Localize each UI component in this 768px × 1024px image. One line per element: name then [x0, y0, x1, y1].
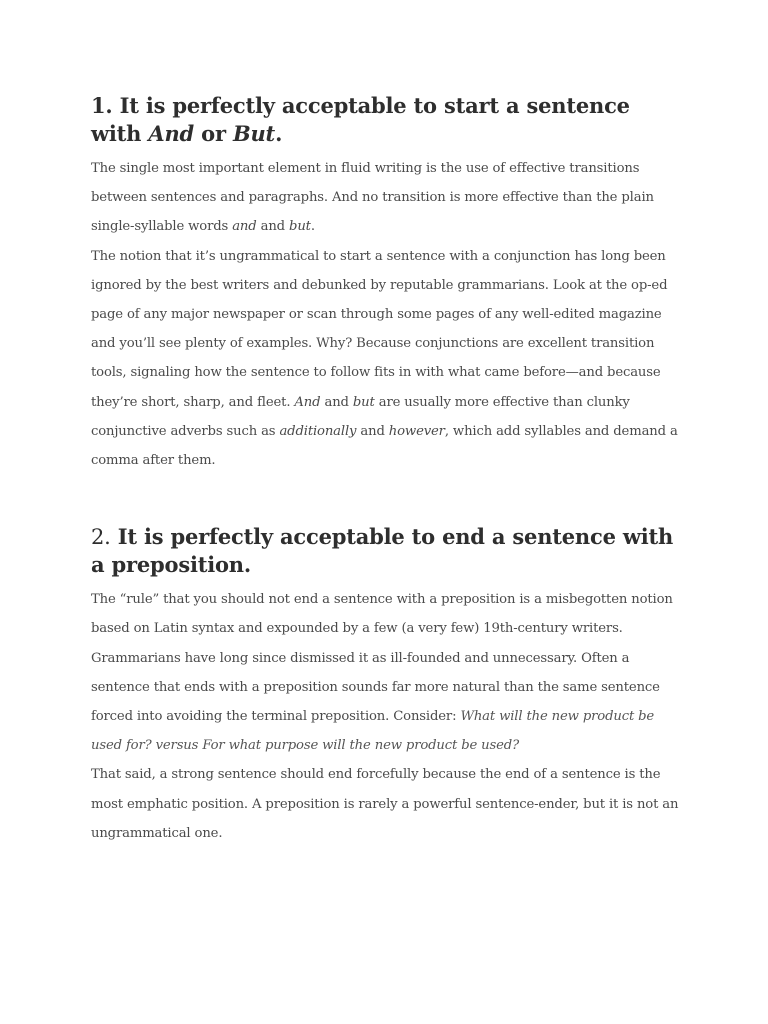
s2p1-text-a: The “rule” that you should not end a sentence with a preposition is a misbegotten notion based on Latin syntax and expounded by a few (a very few) 19th-century writers. Grammarians have long since dismissed it as ill-founded and unnecessary. Often a sentence that ends with a preposition sounds far more natural than the same sentence forced into avoiding the terminal preposition. Consider: [91, 592, 673, 725]
s1p2-and: And [294, 394, 321, 410]
s1p1-but: but [289, 219, 311, 235]
section-2 [91, 523, 681, 848]
s1p2-but: but [352, 394, 375, 410]
s1p1-end: . [310, 219, 315, 235]
section-2-heading [91, 523, 681, 579]
section-1-heading-text-a: It is perfectly acceptable to start a sentence [119, 93, 630, 118]
section-1-heading-and: And [148, 121, 195, 146]
section-1-heading-period: . [275, 121, 283, 146]
section-1-heading [91, 92, 681, 148]
s1p2-text-e: , which add syllables and demand a comma after them. [91, 423, 678, 469]
section-1-heading-text-b: with [91, 121, 142, 146]
s1p1-mid: and [260, 219, 285, 235]
section-1-paragraph-2 [91, 242, 681, 476]
section-1-paragraph-1 [91, 154, 681, 242]
s1p2-additionally: additionally [279, 423, 357, 439]
s1p2-text-d: and [360, 423, 385, 439]
s1p2-however: however [388, 423, 445, 439]
s1p1-and: and [232, 219, 257, 235]
document-page [91, 92, 681, 848]
s1p1-text-a: The single most important element in fluid writing is the use of effective transitions between sentences and paragraphs. And no transition is more effective than the plain single-syllable words [91, 161, 654, 235]
s1p2-text-a: The notion that it’s ungrammatical to start a sentence with a conjunction has long been ignored by the best writers and debunked by reputable grammarians. Look at the op-ed page of any major newspaper or scan through some pages of any well-edited magazine and you’ll see plenty of examples. Why? Because conjunctions are excellent transition tools, signaling how the sentence to follow fits in with what came before—and because they’re short, sharp, and fleet. [91, 248, 668, 410]
section-2-paragraph-2 [91, 760, 681, 848]
section-1-heading-or: or [201, 121, 226, 146]
section-1 [91, 92, 681, 475]
s2p1-quote: What will the new product be used for? versus For what purpose will the new product be used? [91, 709, 655, 754]
section-2-heading-text: It is perfectly acceptable to end a sentence with a preposition. [91, 524, 674, 578]
s1p2-text-b: and [324, 394, 349, 410]
s1p2-text-c: are usually more effective than clunky conjunctive adverbs such as [91, 394, 630, 439]
section-2-paragraph-1 [91, 585, 681, 760]
section-2-number: 2. [91, 525, 111, 550]
s2p2-text-a: That said, a strong sentence should end forcefully because the end of a sentence is the most emphatic position. A preposition is rarely a powerful sentence-ender, but it is not an ungrammatical one. [91, 767, 679, 841]
section-1-heading-but: But [232, 121, 276, 146]
section-1-number: 1. [91, 93, 113, 118]
